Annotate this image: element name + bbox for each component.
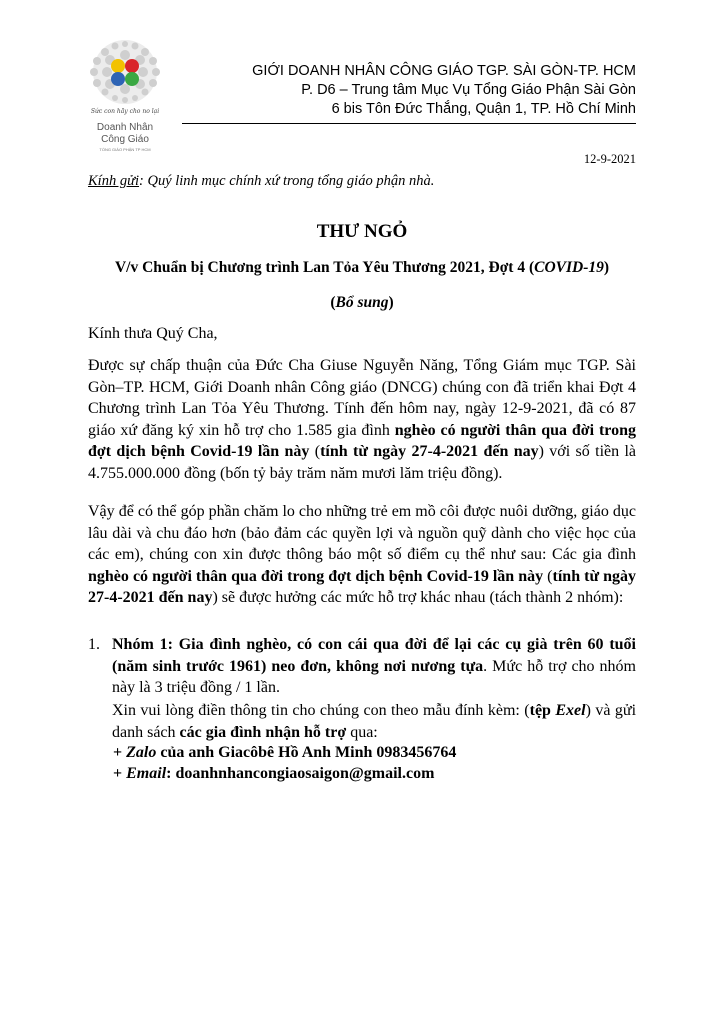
list-item-number: 1. xyxy=(88,636,100,653)
paragraph-3: Xin vui lòng điền thông tin cho chúng con theo mẫu đính kèm: (tệp Exel) và gửi danh sách các gia đình nhận hỗ trợ qua: xyxy=(112,702,637,741)
logo-red-dot xyxy=(125,59,139,73)
org-street: 6 bis Tôn Đức Thắng, Quận 1, TP. Hồ Chí Minh xyxy=(331,101,636,117)
logo-globe-icon xyxy=(80,38,170,110)
paragraph-1: Được sự chấp thuận của Đức Cha Giuse Nguyễn Năng, Tổng Giám mục TGP. Sài Gòn–TP. HCM, Giới Doanh nhân Công giáo (DNCG) chúng con đã triển khai Đợt 4 Chương trình Lan Tỏa Yêu Thương. Tính đến hôm nay, ngày 12-9-2021, đã có 87 giáo xứ đăng ký xin hỗ trợ cho 1.585 gia đình nghèo có người thân qua đời trong đợt dịch bệnh Covid-19 lần này (tính từ ngày 27-4-2021 đến nay) với số tiền là 4.755.000.000 đồng (bốn tỷ bảy trăm năm mươi lăm triệu đồng). xyxy=(88,357,637,482)
letter-date: 12-9-2021 xyxy=(583,152,636,166)
contact-email: + Email: doanhnhancongiaosaigon@gmail.com xyxy=(113,765,435,782)
organization-logo xyxy=(80,38,170,152)
logo-tagline: Sức con hãy cho no lại xyxy=(90,108,160,115)
paragraph-2: Vậy để có thể góp phần chăm lo cho những trẻ em mồ côi được nuôi dưỡng, giáo dục lâu dài và chu đáo hơn (bảo đảm các quyền lợi và nguồn quỹ dành cho việc học của các em), chúng con xin được thông báo một số điểm cụ thể như sau: Các gia đình nghèo có người thân qua đời trong đợt dịch bệnh Covid-19 lần này (tính từ ngày 27-4-2021 đến nay) sẽ được hưởng các mức hỗ trợ khác nhau (tách thành 2 nhóm): xyxy=(88,503,636,606)
logo-subtitle: TỔNG GIÁO PHẬN TP HCM xyxy=(99,147,151,152)
contact-zalo: + Zalo của anh Giacôbê Hồ Anh Minh 0983456764 xyxy=(113,744,457,761)
logo-name-line-2: Công Giáo xyxy=(101,134,149,145)
header-divider xyxy=(182,123,636,124)
supplement-note: (Bổ sung) xyxy=(330,294,394,311)
letter-subject: V/v Chuẩn bị Chương trình Lan Tỏa Yêu Thương 2021, Đợt 4 (COVID-19) xyxy=(114,259,610,276)
org-office: P. D6 – Trung tâm Mục Vụ Tổng Giáo Phận Sài Gòn xyxy=(301,82,636,98)
recipient-line xyxy=(88,173,434,190)
recipient-text: : Quý linh mục chính xứ trong tổng giáo phận nhà. xyxy=(139,173,435,189)
logo-name-line-1: Doanh Nhân xyxy=(96,122,154,133)
organization-address xyxy=(252,62,636,119)
letter-title: THƯ NGỎ xyxy=(316,221,408,242)
greeting: Kính thưa Quý Cha, xyxy=(88,325,218,342)
logo-green-dot xyxy=(125,72,139,86)
list-item-text: Nhóm 1: Gia đình nghèo, có con cái qua đời để lại các cụ già trên 60 tuổi (năm sinh trước 1961) neo đơn, không nơi nương tựa. Mức hỗ trợ cho nhóm này là 3 triệu đồng / 1 lần. xyxy=(112,636,636,696)
recipient-label: Kính gửi xyxy=(88,173,140,189)
org-name: GIỚI DOANH NHÂN CÔNG GIÁO TGP. SÀI GÒN-TP. HCM xyxy=(252,63,636,79)
logo-blue-dot xyxy=(111,72,125,86)
logo-yellow-dot xyxy=(111,59,125,73)
